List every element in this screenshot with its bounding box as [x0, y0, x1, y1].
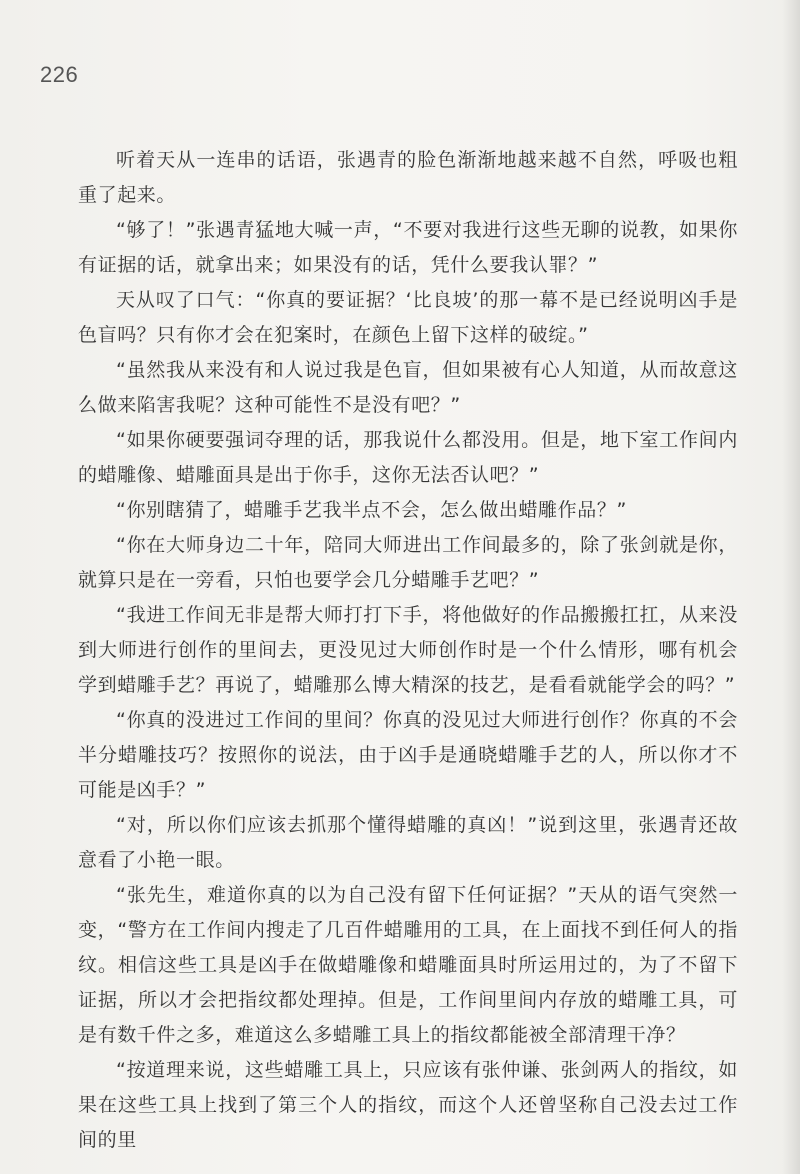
page-number: 226: [40, 62, 79, 87]
paragraph: “够了！”张遇青猛地大喊一声，“不要对我进行这些无聊的说教，如果你有证据的话，就拿出来；如果没有的话，凭什么要我认罪？”: [78, 219, 738, 276]
paragraph: “你别瞎猜了，蜡雕手艺我半点不会，怎么做出蜡雕作品？”: [116, 499, 627, 521]
paragraph: “你在大师身边二十年，陪同大师进出工作间最多的，除了张剑就是你，就算只是在一旁看，只怕也要学会几分蜡雕手艺吧？”: [78, 534, 738, 591]
paragraph: “如果你硬要强词夺理的话，那我说什么都没用。但是，地下室工作间内的蜡雕像、蜡雕面具是出于你手，这你无法否认吧？”: [78, 429, 738, 486]
page-edge-shadow: [782, 0, 800, 1174]
paragraph: “虽然我从来没有和人说过我是色盲，但如果被有心人知道，从而故意这么做来陷害我呢？这种可能性不是没有吧？”: [78, 359, 738, 416]
paragraph: “按道理来说，这些蜡雕工具上，只应该有张仲谦、张剑两人的指纹，如果在这些工具上找到了第三个人的指纹，而这个人还曾坚称自己没去过工作间的里: [78, 1059, 738, 1151]
paragraph: “对，所以你们应该去抓那个懂得蜡雕的真凶！”说到这里，张遇青还故意看了小艳一眼。: [78, 814, 738, 871]
paragraph: 天从叹了口气：“你真的要证据？‘比良坡’的那一幕不是已经说明凶手是色盲吗？只有你才会在犯案时，在颜色上留下这样的破绽。”: [78, 289, 738, 346]
paragraph: “你真的没进过工作间的里间？你真的没见过大师进行创作？你真的不会半分蜡雕技巧？按照你的说法，由于凶手是通晓蜡雕手艺的人，所以你才不可能是凶手？”: [78, 709, 738, 801]
body-text: [78, 143, 738, 1158]
paragraph: “我进工作间无非是帮大师打打下手，将他做好的作品搬搬扛扛，从来没到大师进行创作的里间去，更没见过大师创作时是一个什么情形，哪有机会学到蜡雕手艺？再说了，蜡雕那么博大精深的技艺，是看看就能学会的吗？”: [78, 604, 738, 696]
paragraph: “张先生，难道你真的以为自己没有留下任何证据？”天从的语气突然一变，“警方在工作间内搜走了几百件蜡雕用的工具，在上面找不到任何人的指纹。相信这些工具是凶手在做蜡雕像和蜡雕面具时所运用过的，为了不留下证据，所以才会把指纹都处理掉。但是，工作间里间内存放的蜡雕工具，可是有数千件之多，难道这么多蜡雕工具上的指纹都能被全部清理干净？: [78, 884, 738, 1046]
paragraph: 听着天从一连串的话语，张遇青的脸色渐渐地越来越不自然，呼吸也粗重了起来。: [78, 149, 738, 206]
